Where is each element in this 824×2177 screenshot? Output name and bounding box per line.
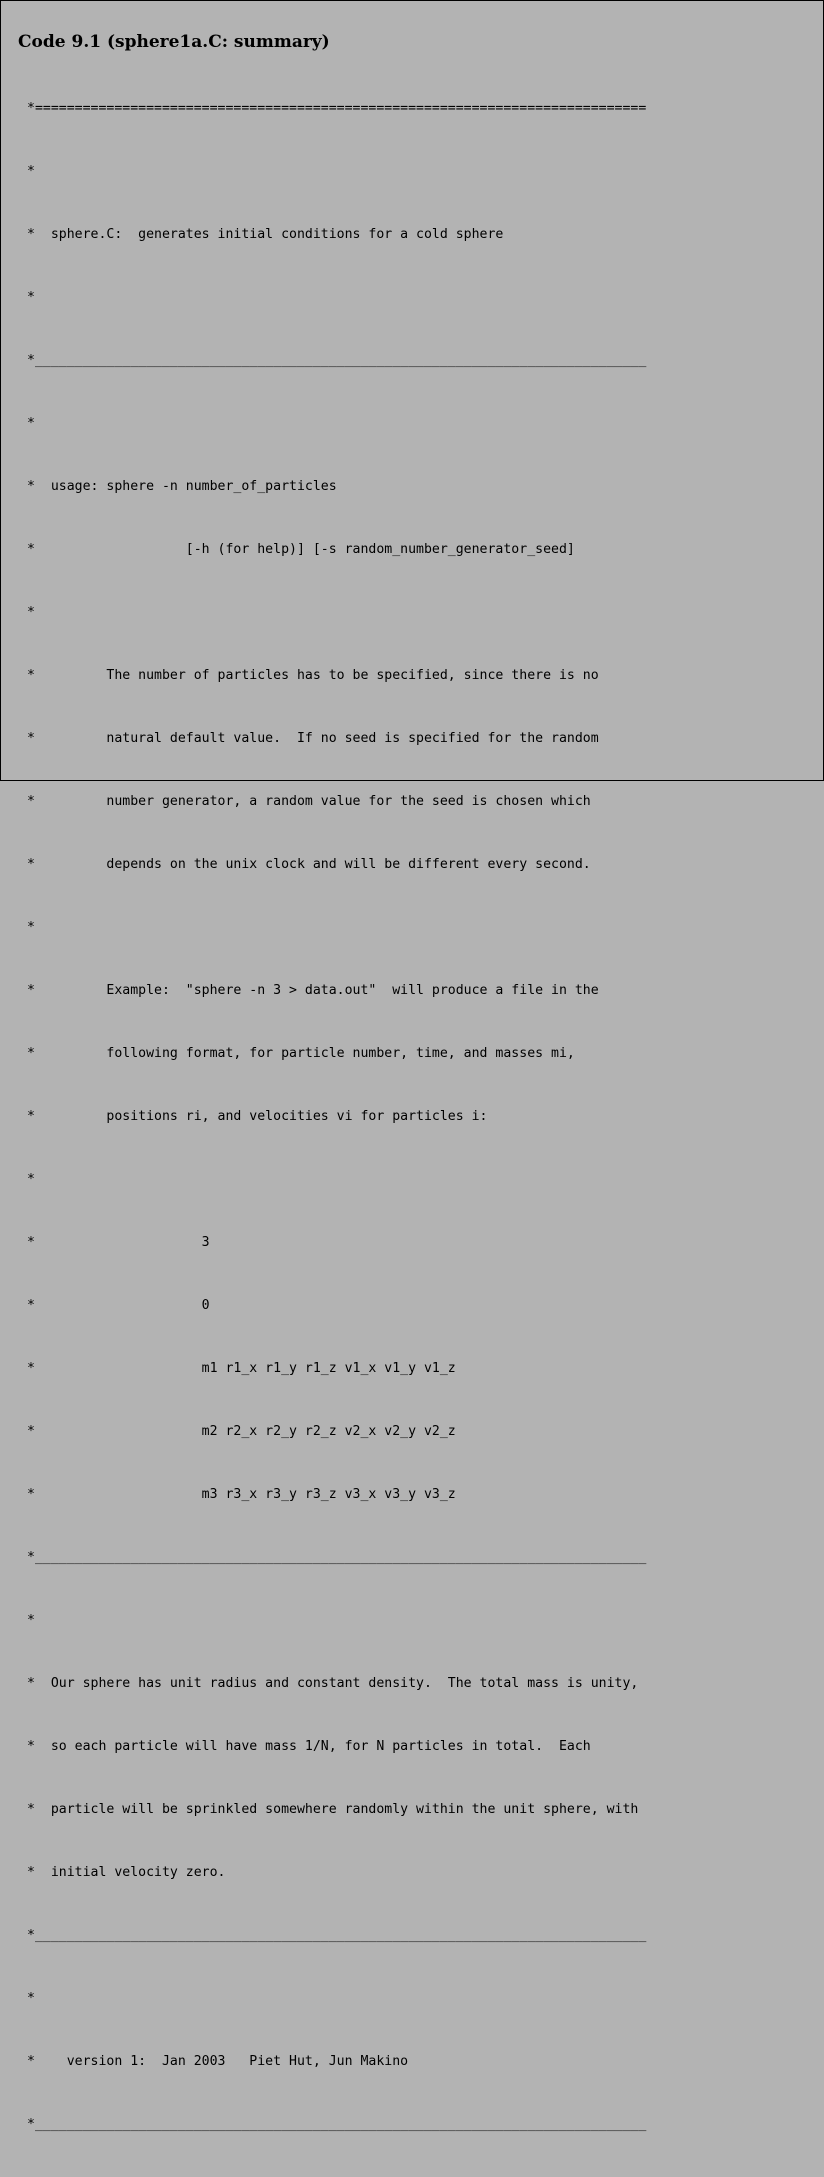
code-line: * number generator, a random value for the seed is chosen which — [27, 794, 591, 809]
code-line: *_____________________________________________________________________________ — [27, 1928, 647, 1943]
code-line: * Our sphere has unit radius and constant density. The total mass is unity, — [27, 1676, 639, 1691]
code-line: * — [27, 1172, 35, 1187]
code-line: * following format, for particle number, time, and masses mi, — [27, 1046, 575, 1061]
code-line: * m1 r1_x r1_y r1_z v1_x v1_y v1_z — [27, 1361, 456, 1376]
code-line: * version 1: Jan 2003 Piet Hut, Jun Makino — [27, 2054, 409, 2069]
code-line: * — [27, 1613, 35, 1628]
code-line: * particle will be sprinkled somewhere randomly within the unit sphere, with — [27, 1802, 639, 1817]
code-line: * — [27, 1991, 35, 2006]
code-block — [27, 56, 646, 2177]
code-line: * 3 — [27, 1235, 210, 1250]
code-line: * — [27, 290, 35, 305]
code-line: *_____________________________________________________________________________ — [27, 2117, 647, 2132]
code-line: * m2 r2_x r2_y r2_z v2_x v2_y v2_z — [27, 1424, 456, 1439]
code-line: *_____________________________________________________________________________ — [27, 1550, 647, 1565]
code-line: * — [27, 920, 35, 935]
code-line: * The number of particles has to be specified, since there is no — [27, 668, 599, 683]
code-line: * usage: sphere -n number_of_particles — [27, 479, 337, 494]
code-line: * [-h (for help)] [-s random_number_generator_seed] — [27, 542, 575, 557]
code-line: * so each particle will have mass 1/N, for N particles in total. Each — [27, 1739, 591, 1754]
listing-title: Code 9.1 (sphere1a.C: summary) — [18, 32, 330, 52]
code-line: * initial velocity zero. — [27, 1865, 226, 1880]
code-line: * — [27, 416, 35, 431]
code-line: *_____________________________________________________________________________ — [27, 353, 647, 368]
code-line: * natural default value. If no seed is specified for the random — [27, 731, 599, 746]
code-line: * depends on the unix clock and will be different every second. — [27, 857, 591, 872]
code-line: * — [27, 164, 35, 179]
code-line: * m3 r3_x r3_y r3_z v3_x v3_y v3_z — [27, 1487, 456, 1502]
code-line: * sphere.C: generates initial conditions for a cold sphere — [27, 227, 504, 242]
code-line: * positions ri, and velocities vi for particles i: — [27, 1109, 488, 1124]
code-line: *============================================================================= — [27, 101, 647, 116]
code-line: * Example: "sphere -n 3 > data.out" will produce a file in the — [27, 983, 599, 998]
code-line: * — [27, 605, 35, 620]
code-line: * 0 — [27, 1298, 210, 1313]
